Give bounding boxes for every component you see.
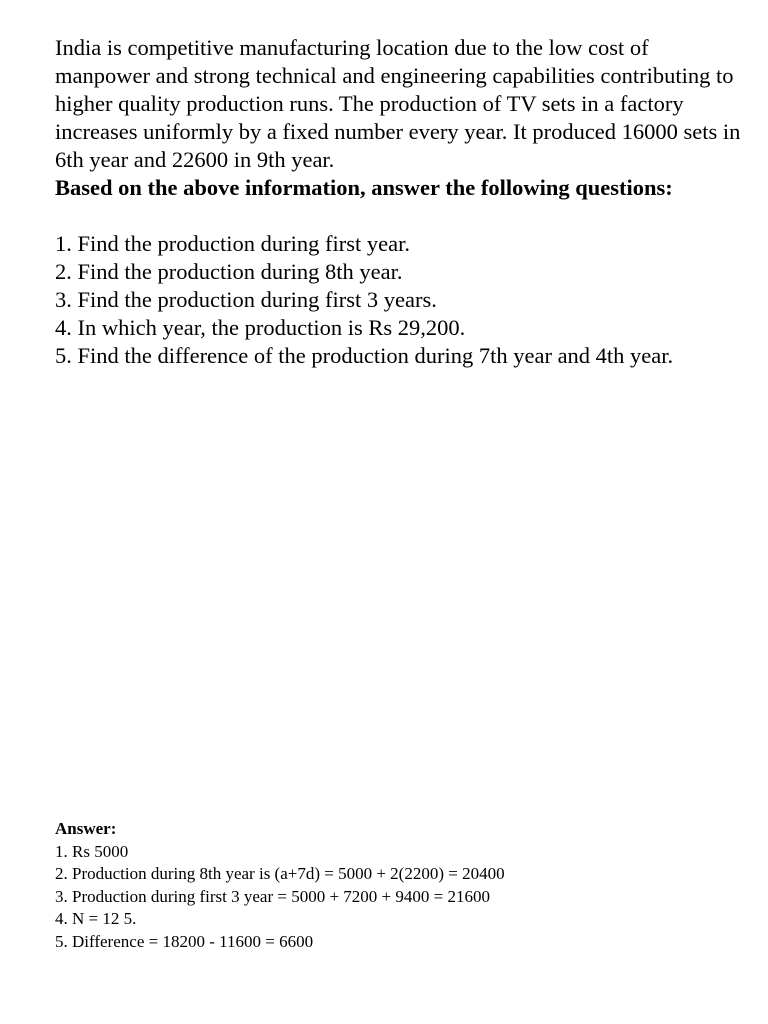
answer-item: 5. Difference = 18200 - 11600 = 6600: [55, 931, 314, 951]
answer-section: [55, 818, 745, 953]
answer-item: 3. Production during first 3 year = 5000 + 7200 + 9400 = 21600: [55, 886, 490, 906]
passage-intro: India is competitive manufacturing location due to the low cost of manpower and strong technical and engineering capabilities contributing to higher quality production runs. The production of TV sets in a factory increases uniformly by a fixed number every year. It produced 16000 sets in 6th year and 22600 in 9th year.: [55, 35, 741, 172]
question-item: 3. Find the production during first 3 years.: [55, 287, 437, 312]
passage-instruction: Based on the above information, answer the following questions:: [55, 175, 673, 200]
case-study-passage: [55, 34, 745, 370]
question-list: [55, 230, 745, 370]
question-item: 1. Find the production during first year.: [55, 231, 410, 256]
answer-item: 4. N = 12 5.: [55, 909, 137, 928]
question-item: 4. In which year, the production is Rs 29,200.: [55, 315, 466, 340]
answer-item: 1. Rs 5000: [55, 841, 129, 861]
answer-item: 2. Production during 8th year is (a+7d) = 5000 + 2(2200) = 20400: [55, 864, 505, 883]
question-item: 5. Find the difference of the production during 7th year and 4th year.: [55, 343, 674, 368]
answer-heading: Answer:: [55, 819, 117, 838]
question-item: 2. Find the production during 8th year.: [55, 259, 403, 284]
answer-list: [55, 841, 745, 954]
